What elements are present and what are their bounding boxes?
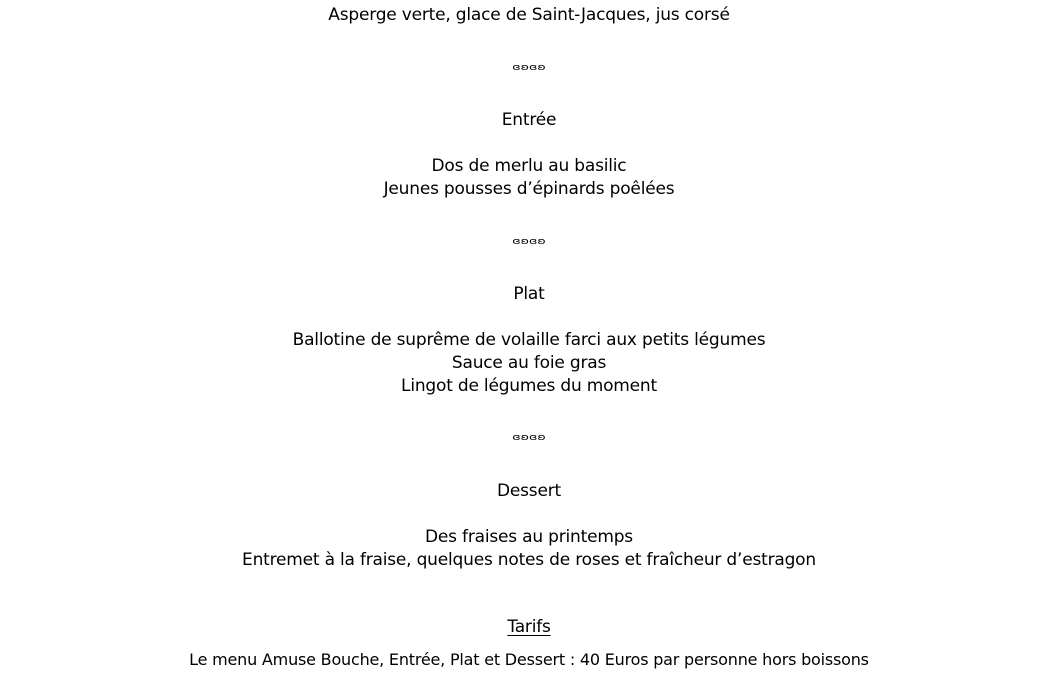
- tarifs-heading: Tarifs: [507, 617, 551, 637]
- entree-line-2: Jeunes pousses d’épinards poêlées: [383, 179, 675, 199]
- entree-line-1: Dos de merlu au basilic: [431, 156, 627, 176]
- tarifs-price-line: Le menu Amuse Bouche, Entrée, Plat et Dessert : 40 Euros par personne hors boissons: [189, 650, 869, 669]
- ornament-glyphs: ɞʚɞʚ: [512, 63, 546, 73]
- plat-heading: Plat: [513, 284, 545, 304]
- plat-line-1: Ballotine de suprême de volaille farci aux petits légumes: [292, 330, 766, 350]
- plat-line-3: Lingot de légumes du moment: [401, 376, 657, 396]
- dessert-line-1: Des fraises au printemps: [425, 527, 633, 547]
- plat-line-2: Sauce au foie gras: [451, 353, 607, 373]
- ornament-glyphs: ɞʚɞʚ: [512, 433, 546, 443]
- dessert-line-2: Entremet à la fraise, quelques notes de roses et fraîcheur d’estragon: [242, 550, 816, 570]
- ornament-divider-2: [0, 237, 1058, 247]
- dessert-heading: Dessert: [497, 481, 561, 501]
- entree-heading: Entrée: [501, 110, 557, 130]
- amuse-bouche-line-1: Asperge verte, glace de Saint-Jacques, jus corsé: [328, 5, 730, 25]
- ornament-glyphs: ɞʚɞʚ: [512, 237, 546, 247]
- ornament-divider-1: [0, 63, 1058, 73]
- ornament-divider-3: [0, 433, 1058, 443]
